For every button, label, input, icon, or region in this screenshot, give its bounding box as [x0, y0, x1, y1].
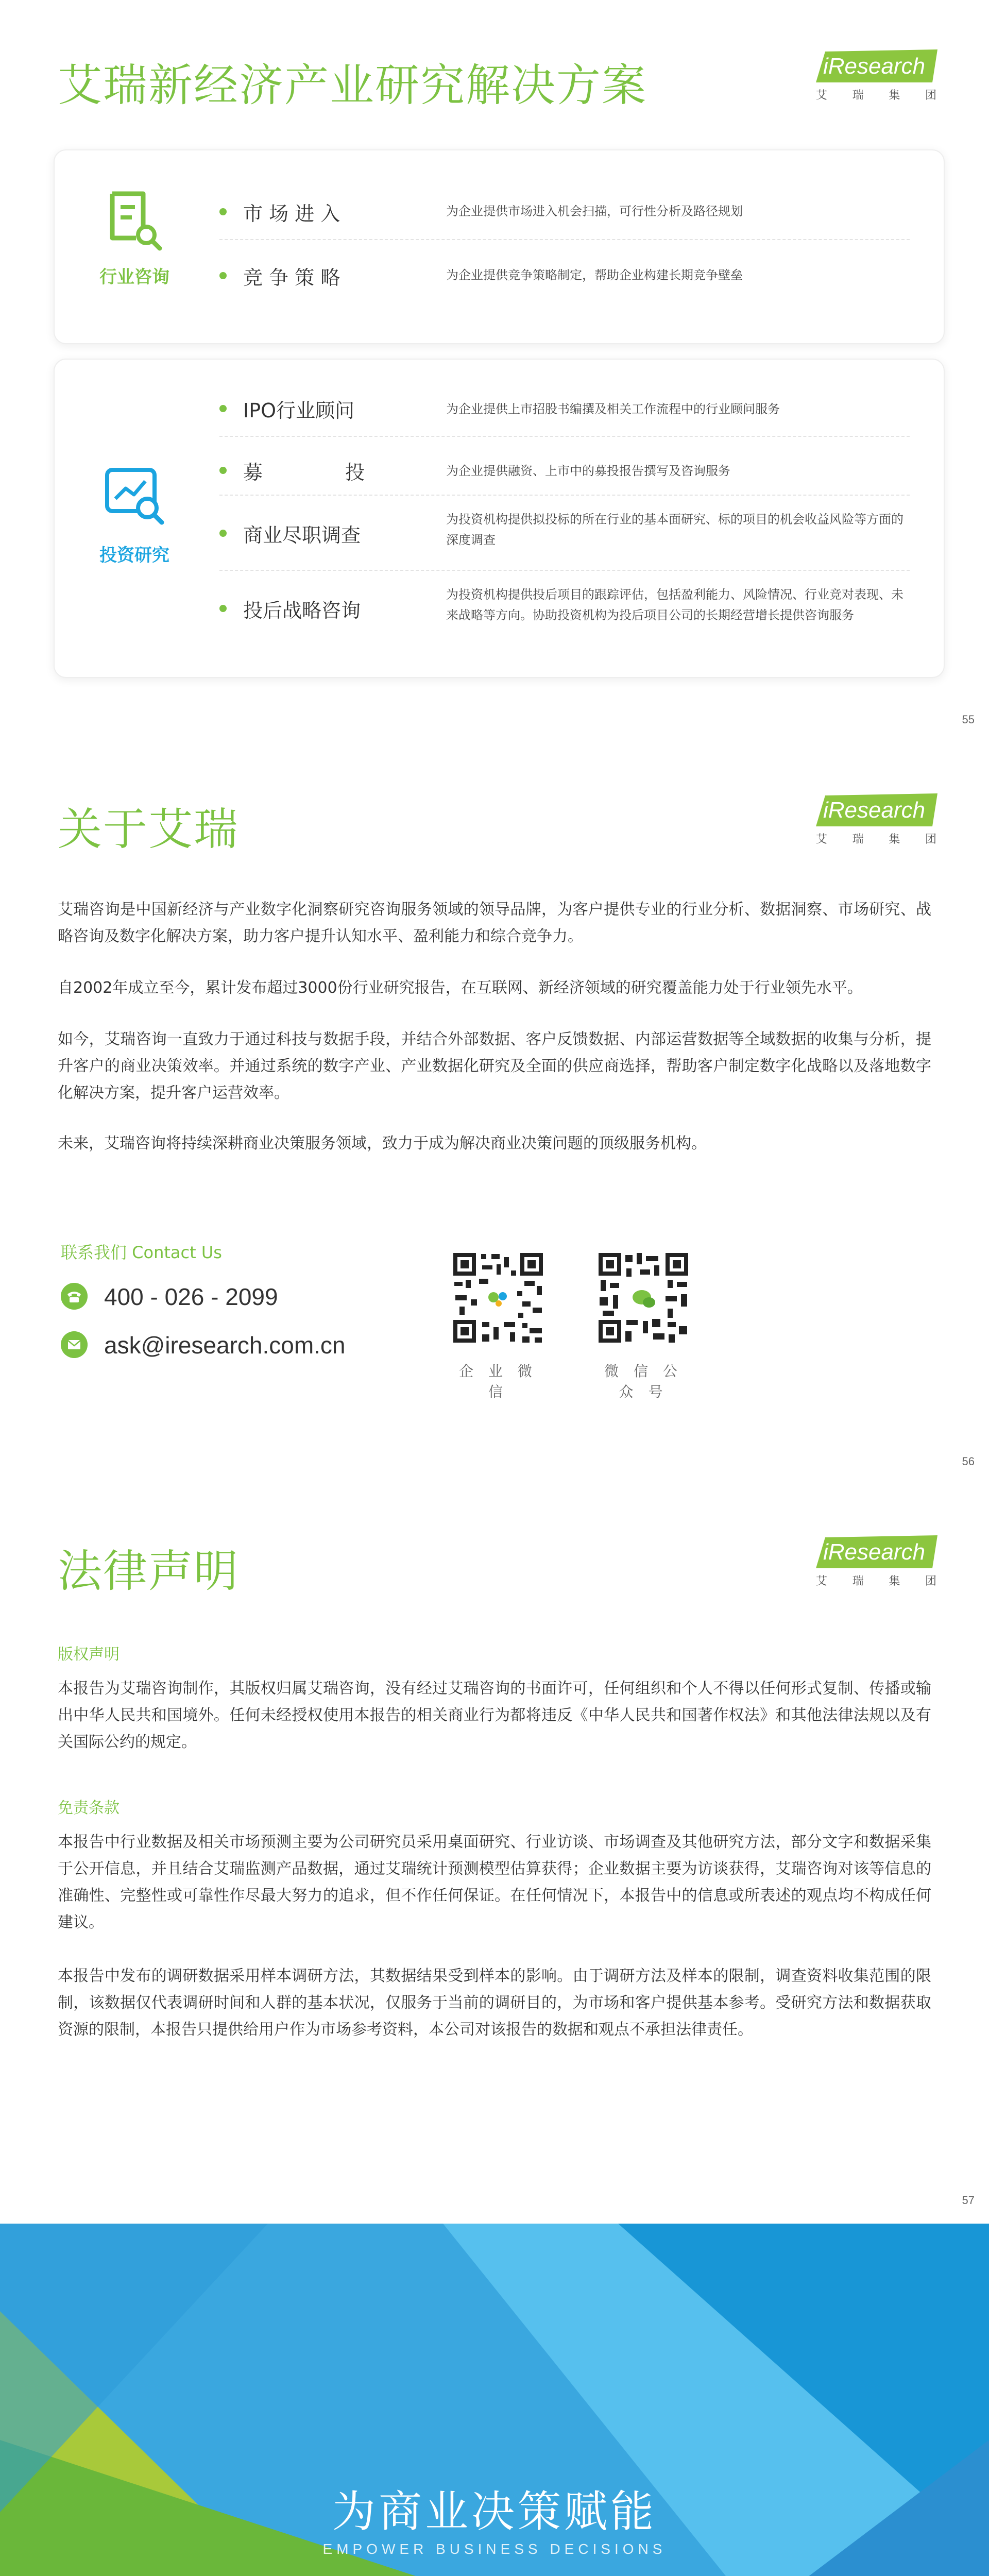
- page-number: 57: [962, 2194, 975, 2207]
- email-row: [61, 1329, 390, 1360]
- page-title: 法律声明: [58, 1546, 239, 1597]
- service-row-ipo-advisor: [219, 394, 910, 425]
- page-55: [0, 0, 989, 742]
- service-desc: 为投资机构提供拟投标的所在行业的基本面研究、标的项目的机会收益风险等方面的深度调查: [446, 512, 903, 547]
- about-paragraph: 自2002年成立至今，累计发布超过3000份行业研究报告，在互联网、新经济领域的研究覆盖能力处于行业领先水平。: [58, 979, 863, 997]
- about-paragraph: 未来，艾瑞咨询将持续深耕商业决策服务领域，致力于成为解决商业决策问题的顶级服务机构。: [58, 1134, 707, 1153]
- row-divider: [219, 239, 910, 240]
- industry-consulting-card: [54, 149, 945, 344]
- bullet-dot: [219, 208, 227, 215]
- service-name: 商业尽职调查: [243, 524, 361, 547]
- service-row-market-entry: [219, 193, 910, 234]
- logo-wordmark: iResearch: [823, 798, 926, 823]
- service-desc: 为企业提供竞争策略制定，帮助企业构建长期竞争壁垒: [446, 268, 743, 282]
- email-icon: [61, 1331, 88, 1358]
- logo-wordmark: iResearch: [823, 54, 926, 79]
- iresearch-badge-icon: [816, 1535, 937, 1568]
- report-search-icon: [101, 187, 168, 253]
- email-address[interactable]: ask@iresearch.com.cn: [104, 1332, 346, 1359]
- row-divider: [219, 495, 910, 496]
- service-name: IPO行业顾问: [243, 399, 355, 422]
- service-desc: 为投资机构提供投后项目的跟踪评估，包括盈利能力、风险情况、行业竞对表现、未来战略等方向。协助投资机构为投后项目公司的长期经营增长提供咨询服务: [446, 587, 903, 622]
- logo-subtitle: 艾 瑞 集 团: [816, 833, 937, 846]
- row-divider: [219, 570, 910, 571]
- bullet-dot: [219, 605, 227, 612]
- qr-code-wecom: [450, 1250, 546, 1346]
- chart-search-icon: [101, 462, 168, 529]
- qr-code-wechat: [595, 1250, 691, 1346]
- about-paragraph: 如今，艾瑞咨询一直致力于通过科技与数据手段，并结合外部数据、客户反馈数据、内部运营数据等全域数据的收集与分析，提升客户的商业决策效率。并通过系统的数字产业、产业数据化研究及全面的供应商选择，帮助客户制定数字化战略以及落地数字化解决方案，提升客户运营效率。: [58, 1030, 931, 1102]
- logo-wordmark: iResearch: [823, 1539, 926, 1565]
- copyright-heading: 版权声明: [58, 1646, 120, 1664]
- service-desc: 为企业提供市场进入机会扫描，可行性分析及路径规划: [446, 204, 743, 218]
- service-name: 竞 争 策 略: [243, 266, 340, 289]
- phone-number[interactable]: 400 - 026 - 2099: [104, 1283, 278, 1310]
- phone-row: [61, 1281, 349, 1312]
- page-title: 艾瑞新经济产业研究解决方案: [58, 60, 647, 111]
- bullet-dot: [219, 467, 227, 474]
- disclaimer-paragraph: 本报告中发布的调研数据采用样本调研方法，其数据结果受到样本的影响。由于调研方法及样本的限制，调查资料收集范围的限制，该数据仅代表调研时间和人群的基本状况，仅服务于当前的调研目的，为市场和客户提供基本参考。受研究方法和数据获取资源的限制，本报告只提供给用户作为市场参考资料，本公司对该报告的数据和观点不承担法律责任。: [58, 1967, 931, 2039]
- category-label-investment: 投资研究: [99, 545, 169, 566]
- category-label-industry: 行业咨询: [99, 267, 169, 287]
- copyright-text: 本报告为艾瑞咨询制作，其版权归属艾瑞咨询，没有经过艾瑞咨询的书面许可，任何组织和个人不得以任何形式复制、传播或输出中华人民共和国境外。任何未经授权使用本报告的相关商业行为都将违反《中华人民共和国著作权法》和其他法律法规以及有关国际公约的规定。: [58, 1680, 931, 1751]
- page-number: 56: [962, 1455, 975, 1468]
- service-name: 市 场 进 入: [243, 202, 340, 225]
- phone-icon: [61, 1283, 88, 1310]
- bullet-dot: [219, 530, 227, 537]
- iresearch-badge-icon: [816, 49, 937, 82]
- service-desc: 为企业提供融资、上市中的募投报告撰写及咨询服务: [446, 464, 730, 478]
- slogan-chinese: 为商业决策赋能: [332, 2486, 657, 2537]
- investment-research-card: [54, 359, 945, 678]
- service-row-competitive-strategy: [219, 257, 910, 298]
- bullet-dot: [219, 405, 227, 412]
- service-row-fundraising: [219, 455, 910, 486]
- contact-title: 联系我们 Contact Us: [61, 1243, 222, 1262]
- logo-subtitle: 艾 瑞 集 团: [816, 89, 937, 102]
- about-paragraph: 艾瑞咨询是中国新经济与产业数字化洞察研究咨询服务领域的领导品牌，为客户提供专业的行业分析、数据洞察、市场研究、战略咨询及数字化解决方案，助力客户提升认知水平、盈利能力和综合竞争力。: [58, 901, 931, 945]
- logo-subtitle: 艾 瑞 集 团: [816, 1575, 937, 1588]
- service-desc: 为企业提供上市招股书编撰及相关工作流程中的行业顾问服务: [446, 402, 780, 416]
- back-cover: [0, 2224, 989, 2576]
- iresearch-badge-icon: [816, 793, 937, 826]
- iresearch-logo: [816, 49, 937, 103]
- row-divider: [219, 436, 910, 437]
- bullet-dot: [219, 272, 227, 279]
- service-row-post-investment: [219, 584, 910, 633]
- disclaimer-heading: 免责条款: [58, 1799, 120, 1817]
- page-56: [0, 742, 989, 1484]
- disclaimer-paragraph: 本报告中行业数据及相关市场预测主要为公司研究员采用桌面研究、行业访谈、市场调查及其他研究方法，部分文字和数据采集于公开信息，并且结合艾瑞监测产品数据，通过艾瑞统计预测模型估算获得；企业数据主要为访谈获得，艾瑞咨询对该等信息的准确性、完整性或可靠性作尽最大努力的追求，但不作任何保证。在任何情况下，本报告中的信息或所表述的观点均不构成任何建议。: [58, 1833, 931, 1931]
- iresearch-logo: [816, 1535, 937, 1589]
- service-name: 募 投: [243, 461, 365, 484]
- page-number: 55: [962, 713, 975, 726]
- slogan-english: EMPOWER BUSINESS DECISIONS: [322, 2541, 667, 2557]
- service-row-due-diligence: [219, 509, 910, 557]
- page-57: [0, 1484, 989, 2224]
- qr-label-wecom: 企 业 微 信: [459, 1363, 537, 1400]
- iresearch-logo: [816, 793, 937, 847]
- page-title: 关于艾瑞: [58, 804, 239, 855]
- service-name: 投后战略咨询: [243, 599, 361, 622]
- qr-label-wechat: 微 信 公 众 号: [604, 1363, 683, 1400]
